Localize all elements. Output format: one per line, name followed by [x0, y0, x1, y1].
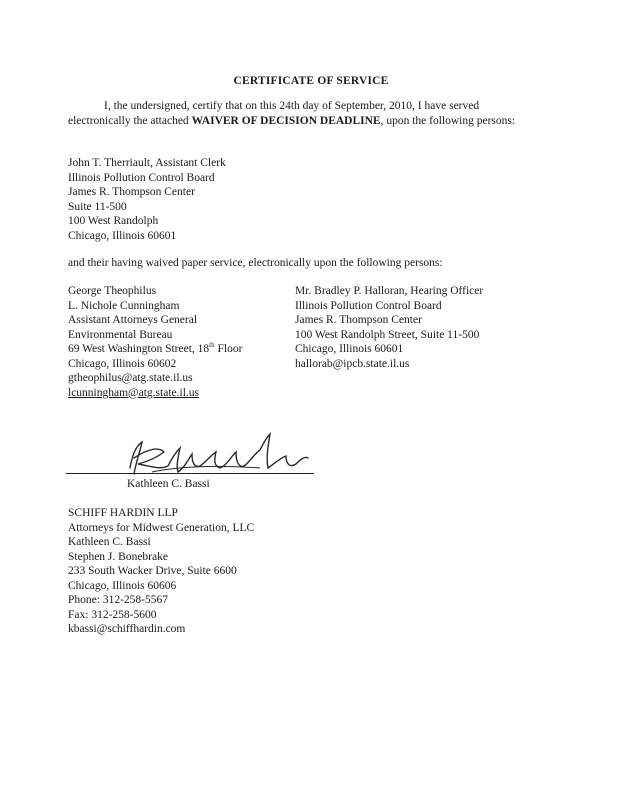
first-recipient-address — [68, 156, 226, 243]
address-line: Suite 11-500 — [68, 200, 127, 213]
email-link[interactable]: gtheophilus@atg.state.il.us — [68, 372, 193, 384]
email-link[interactable]: hallorab@ipcb.state.il.us — [295, 357, 410, 370]
address-line: Illinois Pollution Control Board — [295, 299, 442, 312]
served-document-name: WAIVER OF DECISION DEADLINE — [191, 114, 381, 127]
intro-paragraph — [68, 99, 518, 128]
address-line: Environmental Bureau — [68, 328, 173, 341]
right-recipients — [295, 284, 483, 371]
address-line: George Theophilus — [68, 285, 157, 297]
left-recipients — [68, 284, 242, 400]
address-line: 100 West Randolph — [68, 215, 159, 227]
address-line-text: Floor — [214, 343, 243, 355]
firm-line: Phone: 312-258-5567 — [68, 594, 168, 606]
address-line: Chicago, Illinois 60601 — [68, 229, 177, 242]
address-line: James R. Thompson Center — [68, 186, 195, 198]
paper-service-statement: and their having waived paper service, electronically upon the following persons: — [68, 257, 443, 269]
firm-line: Fax: 312-258-5600 — [68, 608, 157, 621]
address-line: Illinois Pollution Control Board — [68, 171, 215, 184]
intro-text-after: , upon the following persons: — [380, 114, 516, 127]
document-title: CERTIFICATE OF SERVICE — [233, 75, 389, 87]
signer-name: Kathleen C. Bassi — [127, 478, 210, 490]
address-line: Mr. Bradley P. Halloran, Hearing Officer — [295, 285, 484, 297]
ordinal-suffix: th — [209, 341, 215, 350]
signature-line — [66, 473, 314, 474]
firm-line: Kathleen C. Bassi — [68, 536, 151, 548]
address-line: John T. Therriault, Assistant Clerk — [68, 157, 226, 169]
firm-line: Stephen J. Bonebrake — [68, 550, 168, 563]
address-line: James R. Thompson Center — [295, 314, 422, 326]
address-line: Chicago, Illinois 60601 — [295, 343, 404, 355]
firm-line: Attorneys for Midwest Generation, LLC — [68, 521, 255, 534]
email-link[interactable]: lcunningham@atg.state.il.us — [68, 386, 199, 399]
address-line: Chicago, Illinois 60602 — [68, 357, 177, 370]
address-line-text: 69 West Washington Street, 18 — [68, 343, 210, 355]
address-line: 100 West Randolph Street, Suite 11-500 — [295, 328, 480, 341]
intro-text-before: I, the undersigned, certify that on this 24th day of September, 2010, I have served electronically the attached — [68, 100, 480, 127]
address-line: L. Nichole Cunningham — [68, 299, 180, 312]
firm-line: 233 South Wacker Drive, Suite 6600 — [68, 565, 237, 577]
email-link[interactable]: kbassi@schiffhardin.com — [68, 623, 186, 635]
address-line: Assistant Attorneys General — [68, 314, 198, 326]
address-line — [68, 342, 242, 357]
firm-line: Chicago, Illinois 60606 — [68, 579, 177, 592]
law-firm-block — [68, 506, 254, 637]
firm-line: SCHIFF HARDIN LLP — [68, 507, 178, 519]
